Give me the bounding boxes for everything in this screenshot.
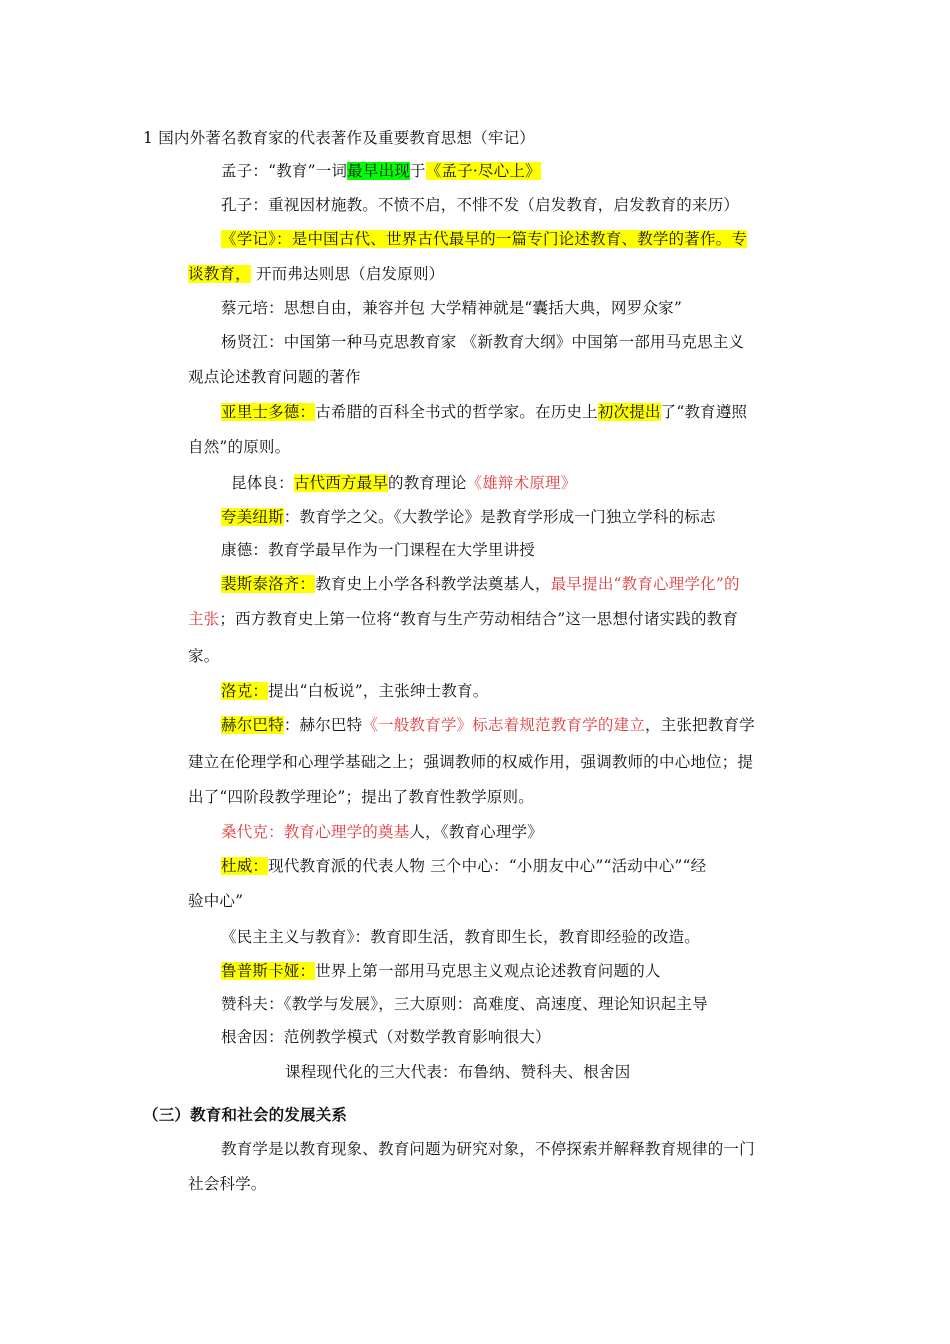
- text: 古希腊的百科全书式的哲学家。在历史上: [315, 403, 598, 421]
- entry-thorndike: [221, 822, 543, 842]
- text: 康德：教育学最早作为一门课程在大学里讲授: [221, 541, 536, 559]
- text: 现代教育派的代表人物 三个中心：“小朋友中心”“活动中心”“经: [268, 857, 707, 875]
- red-text: 《一般教育学》标志着规范教育学的建立: [362, 716, 645, 734]
- entry-wagenschein: [221, 1027, 551, 1047]
- highlight: 谈教育，: [188, 265, 251, 283]
- entry-quintilian: [231, 473, 576, 493]
- section-three-para-line2: [188, 1174, 267, 1194]
- name: 夸美纽斯: [221, 508, 284, 526]
- text: 赞科夫：《教学与发展》，三大原则：高难度、高速度、理论知识起主导: [221, 995, 708, 1013]
- name: 鲁普斯卡娅：: [221, 962, 316, 980]
- name: 洛克：: [221, 682, 269, 700]
- entry-mengzi: [221, 161, 541, 181]
- heading-text: （三）教育和社会的发展关系: [143, 1105, 348, 1124]
- text: 自然”的原则。: [188, 438, 291, 456]
- name: 昆体良：: [231, 474, 294, 492]
- entry-aristotle-line2: [188, 437, 290, 457]
- book-title: 《孟子·尽心上》: [425, 162, 541, 180]
- text: 世界上第一部用马克思主义观点论述教育问题的人: [315, 962, 661, 980]
- name: 亚里士多德：: [221, 403, 316, 421]
- name: 杜威：: [221, 857, 269, 875]
- text: 开而弗达则思（启发原则）: [250, 265, 445, 283]
- entry-xueji-line2: [188, 264, 444, 284]
- highlight: 最早出现: [347, 162, 410, 180]
- entry-aristotle: [221, 402, 747, 422]
- highlight: 《学记》：是中国古代、世界古代最早的一篇专门论述教育、教学的著作。专: [221, 230, 748, 248]
- highlight: 初次提出: [597, 403, 661, 421]
- entry-kant: [221, 540, 535, 560]
- name: 裴斯泰洛齐：: [221, 575, 316, 593]
- text: 提出“白板说”，主张绅士教育。: [268, 682, 489, 700]
- section-three-para-line1: [221, 1139, 755, 1159]
- entry-locke: [221, 681, 488, 701]
- section-heading: [143, 128, 535, 148]
- red-text: 最早提出“教育心理学化”的: [550, 575, 740, 593]
- text: 社会科学。: [188, 1175, 267, 1193]
- text: 验中心”: [188, 892, 244, 910]
- entry-herbart: [221, 715, 755, 735]
- entry-krupskaya: [221, 961, 661, 981]
- entry-pestalozzi: [221, 574, 740, 594]
- text: 杨贤江：中国第一种马克思教育家 《新教育大纲》中国第一部用马克思主义: [221, 333, 745, 351]
- entry-xueji-line1: [221, 229, 747, 249]
- text: 蔡元培：思想自由，兼容并包 大学精神就是“囊括大典，网罗众家”: [221, 299, 682, 317]
- text: 观点论述教育问题的著作: [188, 368, 361, 386]
- entry-dewey: [221, 856, 706, 876]
- entry-caiyuanpei: [221, 298, 682, 318]
- entry-herbart-line3: [188, 787, 534, 807]
- entry-curriculum-modernization: [285, 1062, 630, 1082]
- text: 教育史上小学各科教学法奠基人，: [315, 575, 551, 593]
- name: 赫尔巴特: [221, 716, 284, 734]
- text: 人，《教育心理学》: [409, 823, 543, 841]
- text: 教育学是以教育现象、教育问题为研究对象，不停探索并解释教育规律的一门: [221, 1140, 755, 1158]
- text: 的教育理论: [388, 474, 467, 492]
- section-heading-text: 1 国内外著名教育家的代表著作及重要教育思想（牢记）: [143, 129, 535, 147]
- text: 《民主主义与教育》：教育即生活，教育即生长，教育即经验的改造。: [221, 928, 700, 946]
- text: ，主张把教育学: [644, 716, 755, 734]
- name: 孟子：: [221, 162, 269, 180]
- highlight: 古代西方最早: [293, 474, 389, 492]
- entry-yang-line1: [221, 332, 744, 352]
- entry-dewey-line3: [221, 927, 700, 947]
- entry-zankov: [221, 994, 708, 1014]
- entry-pestalozzi-line3: [188, 646, 219, 666]
- entry-kongzi: [221, 195, 739, 215]
- section-three-heading: [143, 1105, 347, 1125]
- text: 了“教育遵照: [660, 403, 748, 421]
- text: 孔子：重视因材施教。不愤不启，不悱不发（启发教育，启发教育的来历）: [221, 196, 740, 214]
- entry-yang-line2: [188, 367, 361, 387]
- entry-dewey-line2: [188, 891, 243, 911]
- red-text: 主张: [188, 610, 220, 628]
- text: ；西方教育史上第一位将“教育与生产劳动相结合”这一思想付诸实践的教育: [219, 610, 739, 628]
- entry-pestalozzi-line2: [188, 609, 738, 629]
- entry-herbart-line2: [188, 752, 753, 772]
- entry-comenius: [221, 507, 716, 527]
- text: 家。: [188, 647, 220, 665]
- text: 出了“四阶段教学理论”；提出了教育性教学原则。: [188, 788, 534, 806]
- text: 课程现代化的三大代表：布鲁纳、赞科夫、根舍因: [285, 1063, 631, 1081]
- text: ：教育学之父。《大教学论》是教育学形成一门独立学科的标志: [283, 508, 716, 526]
- book-title: 《雄辩术原理》: [466, 474, 577, 492]
- text: ：赫尔巴特: [283, 716, 363, 734]
- text: “教育”一词: [268, 162, 348, 180]
- text: 建立在伦理学和心理学基础之上；强调教师的权威作用，强调教师的中心地位；提: [188, 753, 754, 771]
- text: 根舍因：范例教学模式（对数学教育影响很大）: [221, 1028, 551, 1046]
- text: 于: [409, 162, 426, 180]
- red-text: 桑代克：教育心理学的奠基: [221, 823, 410, 841]
